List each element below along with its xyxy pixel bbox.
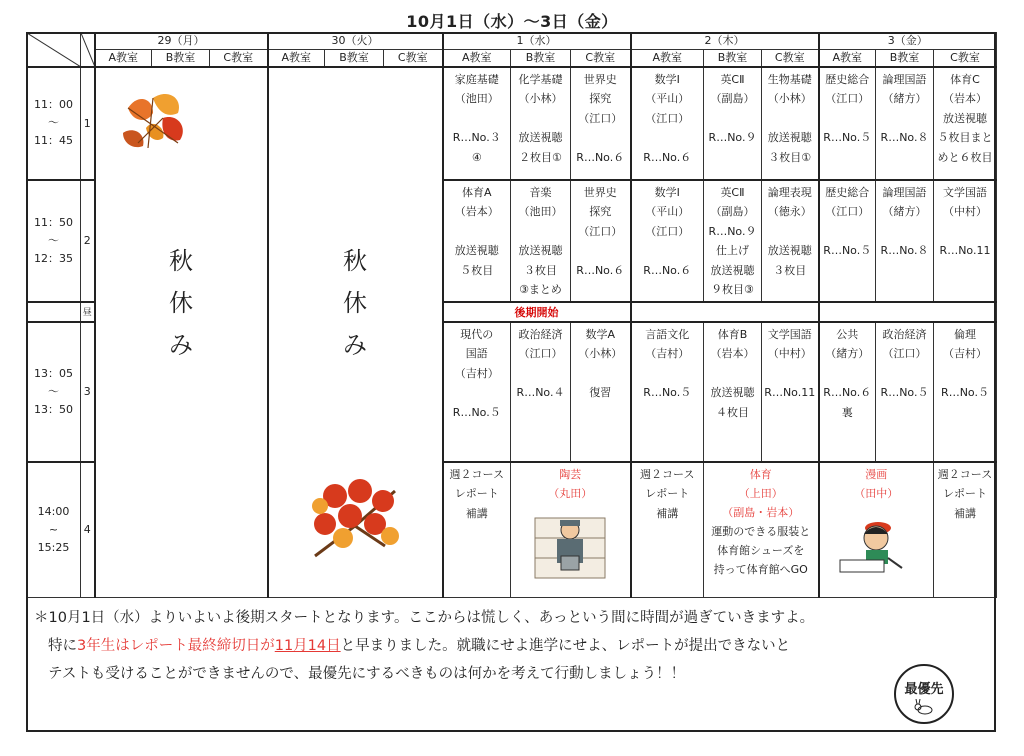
class-cell-line: 数学Ⅰ <box>654 185 680 199</box>
class-cell-line: ③まとめ <box>519 283 562 296</box>
holiday-text-mon: 秋 休 み <box>169 246 193 359</box>
class-cell-line <box>934 364 996 384</box>
pottery-cell: 陶芸 （丸田） <box>511 462 631 598</box>
class-cell-line: ３枚目 <box>524 263 557 277</box>
class-cell-line: R…No.６ <box>643 150 692 164</box>
class-cell-line: R…No.４ <box>516 386 565 399</box>
class-cell-line <box>820 222 876 242</box>
class-cell-line: 放送視聴 <box>767 131 812 144</box>
class-cell-line <box>876 364 933 384</box>
class-cell-line: 数学Ⅰ <box>654 72 680 86</box>
period-number-3: 3 <box>81 322 95 462</box>
class-cell-line: 体育A <box>461 185 492 199</box>
class-cell <box>934 462 997 598</box>
class-cell <box>934 180 997 302</box>
class-cell-line: 放送視聴 <box>518 244 563 257</box>
class-cell-line <box>444 383 511 403</box>
class-cell-line: 論理国語 <box>882 185 927 199</box>
lunch-cell-thu <box>631 302 819 322</box>
period-time-1: 11：00 ～ 11：45 <box>27 67 81 180</box>
class-cell-line: ３枚目 <box>773 263 807 277</box>
class-cell-line: （江口） <box>578 224 623 238</box>
class-cell-line: 放送視聴 <box>518 131 563 144</box>
class-cell-line: 文学国語 <box>943 185 987 199</box>
page-title: 10月1日（水）～3日（金） <box>406 12 618 31</box>
class-cell-line <box>632 128 704 148</box>
class-cell <box>876 322 934 462</box>
class-cell-line: 数学A <box>585 327 616 341</box>
class-cell-line: 言語文化 <box>645 327 690 341</box>
class-cell-line: R…No.５ <box>643 386 692 399</box>
class-cell-line: 週２コース <box>640 467 695 481</box>
priority-stamp: 最優先 <box>894 664 954 724</box>
room-header: C教室 <box>571 50 631 67</box>
class-cell-line: R…No.８ <box>880 244 929 257</box>
holiday-text-tue: 秋 休 み <box>343 246 367 359</box>
class-cell-line: 家庭基礎 <box>454 72 499 86</box>
class-cell-line <box>820 261 876 281</box>
class-cell <box>934 322 997 462</box>
notice-line-3: テストも受けることができませんので、最優先にするべきものは何かを考えて行動しましょう！！ <box>48 666 686 682</box>
class-cell-line: （平山） <box>645 92 690 105</box>
class-cell-line <box>571 364 630 384</box>
class-cell-line <box>762 403 818 423</box>
class-cell-line: （吉村） <box>645 347 690 360</box>
class-cell-line: 倫理 <box>954 327 976 341</box>
class-cell-line: 歴史総合 <box>825 185 870 199</box>
second-semester-start: 後期開始 <box>443 302 631 322</box>
class-cell-line: （緒方） <box>825 347 870 360</box>
class-cell-line: R…No.５ <box>452 405 501 419</box>
class-cell-line: （副島） <box>710 92 755 105</box>
class-cell <box>704 180 762 302</box>
class-cell-line: レポート <box>645 487 690 500</box>
room-header: A教室 <box>631 50 704 67</box>
period-number-1: 1 <box>81 67 95 180</box>
room-header: C教室 <box>210 50 268 67</box>
class-cell-line: ④ <box>471 150 482 164</box>
class-cell-line: （池田） <box>454 92 499 105</box>
class-cell <box>704 67 762 180</box>
class-cell-line <box>934 403 996 423</box>
class-cell-line <box>876 148 933 168</box>
diagonal-line <box>27 33 81 67</box>
pe-cell: 体育 （上田） （副島・岩本） 運動のできる服装と 体育館シューズを 持って体育館へGO <box>704 462 819 598</box>
class-cell <box>631 180 704 302</box>
class-cell <box>571 67 631 180</box>
room-header: B教室 <box>325 50 384 67</box>
class-cell <box>631 67 704 180</box>
class-cell <box>443 322 511 462</box>
class-cell-line <box>632 403 704 423</box>
class-cell-line: （岩本） <box>943 92 987 105</box>
room-header: A教室 <box>443 50 511 67</box>
class-cell-line: R…No.５ <box>823 131 872 144</box>
class-cell-line <box>762 222 818 242</box>
class-cell-line <box>511 109 570 129</box>
class-cell-line: 現代の <box>460 327 494 341</box>
class-cell-line: 英CⅡ <box>720 72 745 86</box>
period-number-4: 4 <box>81 462 95 598</box>
class-cell-line <box>704 148 761 168</box>
class-cell-line: 政治経済 <box>882 327 927 341</box>
holiday-block-mon <box>95 67 268 598</box>
class-cell <box>571 180 631 302</box>
class-cell-line: 音楽 <box>529 185 552 199</box>
class-cell-line <box>444 109 511 129</box>
class-cell-line: （小林） <box>578 347 623 360</box>
class-cell-line: 体育C <box>950 72 980 86</box>
class-cell-line <box>571 403 630 423</box>
class-cell-line: 化学基礎 <box>518 72 563 86</box>
class-cell <box>876 67 934 180</box>
class-cell-line: 論理表現 <box>767 185 812 199</box>
class-cell <box>631 322 704 462</box>
class-cell-line: R…No.９ <box>708 131 757 144</box>
class-cell-line: R…No.８ <box>880 131 929 144</box>
room-header: A教室 <box>268 50 325 67</box>
autumn-leaves-icon <box>108 88 198 168</box>
class-cell-line: R…No.５ <box>823 244 872 257</box>
class-cell-line: R…No.５ <box>941 386 989 399</box>
class-cell <box>819 180 876 302</box>
class-cell-line <box>876 109 933 129</box>
class-cell-line: （緒方） <box>882 92 927 105</box>
room-header: B教室 <box>152 50 210 67</box>
class-cell-line: R…No.５ <box>880 386 929 399</box>
class-cell-line <box>632 364 704 384</box>
class-cell <box>704 322 762 462</box>
class-cell <box>511 67 571 180</box>
class-cell-line: 放送視聴 <box>710 263 755 277</box>
class-cell-line: 公共 <box>836 327 859 341</box>
pottery-illustration-icon <box>533 508 607 580</box>
class-cell-line: 放送視聴 <box>454 244 499 257</box>
class-cell-line: （小林） <box>518 92 563 105</box>
class-cell-line: ４枚目 <box>716 405 749 419</box>
class-cell-line: R…No.６ <box>823 386 872 399</box>
class-cell-line: （江口） <box>825 92 870 105</box>
class-cell-line: 歴史総合 <box>825 72 870 86</box>
class-cell-line: （岩本） <box>710 347 755 360</box>
class-cell-line <box>820 148 876 168</box>
lunch-time-cell <box>27 302 81 322</box>
class-cell-line <box>876 403 933 423</box>
notice-text <box>26 604 996 688</box>
class-cell-line: （江口） <box>882 347 927 360</box>
class-cell <box>511 322 571 462</box>
class-cell-line: （江口） <box>825 205 870 218</box>
class-cell-line: レポート <box>943 487 987 500</box>
class-cell-line: （小林） <box>767 92 812 105</box>
class-cell <box>631 462 704 598</box>
class-cell-line <box>934 261 996 281</box>
class-cell-line <box>511 222 570 242</box>
room-header: B教室 <box>511 50 571 67</box>
class-cell-line: 政治経済 <box>518 327 563 341</box>
class-cell-line: R…No.３ <box>452 131 501 144</box>
maple-branch-icon <box>305 476 409 566</box>
class-cell-line: 体育B <box>717 327 748 341</box>
class-cell-line: ２枚目① <box>519 150 562 164</box>
class-cell-line: ９枚目③ <box>711 283 754 296</box>
corner-cell-2 <box>81 33 95 67</box>
class-cell-line: （中村） <box>767 347 812 360</box>
class-cell <box>762 67 819 180</box>
class-cell-line: （緒方） <box>882 205 927 218</box>
class-cell <box>819 67 876 180</box>
class-cell-line: （江口） <box>578 111 623 125</box>
class-cell-line <box>704 364 761 384</box>
class-cell-line: 世界史 <box>583 185 617 199</box>
day-header-mon: 29（月） <box>95 33 268 50</box>
holiday-block-tue <box>268 67 443 598</box>
class-cell-line: 論理国語 <box>882 72 927 86</box>
period-number-2: 2 <box>81 180 95 302</box>
class-cell-line: R…No.６ <box>576 263 625 277</box>
notice-line-1: ＊10月1日（水）よりいよいよ後期スタートとなります。ここからは慌しく、あっという間に時間が過ぎていきますよ。 <box>34 610 815 626</box>
class-cell-line: 放送視聴 <box>710 386 755 399</box>
class-cell-line: 仕上げ <box>716 244 749 257</box>
manga-cell: 漫画 （田中） <box>819 462 934 598</box>
class-cell-line: R…No.11 <box>939 244 991 257</box>
class-cell-line: R…No.６ <box>576 150 625 164</box>
class-cell-line: 放送視聴 <box>943 111 987 125</box>
class-cell <box>762 322 819 462</box>
class-cell-line: R…No.９ <box>708 224 757 238</box>
class-cell-line: 探究 <box>589 92 612 105</box>
class-cell <box>819 322 876 462</box>
class-cell-line: 英CⅡ <box>720 185 745 199</box>
class-cell-line <box>820 109 876 129</box>
class-cell-line <box>704 109 761 129</box>
class-cell-line <box>934 222 996 242</box>
class-cell <box>511 180 571 302</box>
class-cell-line <box>511 364 570 384</box>
room-header: A教室 <box>819 50 876 67</box>
class-cell-line: （副島） <box>710 205 755 218</box>
class-cell-line: ３枚目① <box>768 150 812 164</box>
class-cell-line: （吉村） <box>454 366 499 380</box>
class-cell-line: ５枚目まと <box>937 131 993 144</box>
period-time-4: 14:00 ~ 15:25 <box>27 462 81 598</box>
diagonal-line-2 <box>81 33 95 67</box>
class-cell-line <box>820 364 876 384</box>
class-cell <box>762 180 819 302</box>
room-header: C教室 <box>762 50 819 67</box>
class-cell-line: 週２コース <box>449 467 504 481</box>
class-cell-line: 補講 <box>656 506 679 520</box>
class-cell-line <box>632 241 704 261</box>
class-cell-line: 補講 <box>465 506 488 520</box>
class-cell-line <box>571 128 630 148</box>
room-header: B教室 <box>876 50 934 67</box>
class-cell <box>443 67 511 180</box>
class-cell-line <box>876 261 933 281</box>
room-header: A教室 <box>95 50 152 67</box>
class-cell <box>934 67 997 180</box>
class-cell-line: （徳永） <box>767 205 812 218</box>
class-cell-line: （江口） <box>518 347 563 360</box>
manga-illustration-icon <box>836 510 916 576</box>
class-cell-line: 復習 <box>589 386 612 399</box>
schedule-table <box>26 32 997 598</box>
room-header: C教室 <box>934 50 997 67</box>
class-cell-line <box>762 109 818 129</box>
class-cell-line <box>444 222 511 242</box>
class-cell-line: 補講 <box>954 506 976 520</box>
period-time-3: 13：05 ～ 13：50 <box>27 322 81 462</box>
day-header-wed: 1（水） <box>443 33 631 50</box>
class-cell-line <box>762 364 818 384</box>
class-cell-line: 世界史 <box>583 72 617 86</box>
lunch-label: 昼 <box>81 302 95 322</box>
class-cell-line: 探究 <box>589 205 612 218</box>
room-header: C教室 <box>384 50 443 67</box>
class-cell-line: 国語 <box>465 347 488 360</box>
class-cell-line: レポート <box>454 487 499 500</box>
rabbit-icon <box>913 699 935 715</box>
class-cell-line: 放送視聴 <box>767 244 812 257</box>
room-header: B教室 <box>704 50 762 67</box>
class-cell-line: （江口） <box>645 111 690 125</box>
class-cell-line: 裏 <box>841 405 853 419</box>
class-cell <box>443 462 511 598</box>
class-cell-line: （平山） <box>645 205 690 218</box>
class-cell-line: 週２コース <box>937 467 993 481</box>
day-header-fri: 3（金） <box>819 33 997 50</box>
class-cell-line: R…No.11 <box>764 386 816 399</box>
lunch-cell-fri <box>819 302 997 322</box>
class-cell-line: 生物基礎 <box>767 72 812 86</box>
day-header-tue: 30（火） <box>268 33 443 50</box>
class-cell-line: （中村） <box>943 205 987 218</box>
class-cell-line: めと６枚目 <box>937 150 993 164</box>
class-cell-line: 文学国語 <box>767 327 812 341</box>
class-cell-line: （池田） <box>518 205 563 218</box>
class-cell-line: ５枚目 <box>460 263 494 277</box>
day-header-thu: 2（木） <box>631 33 819 50</box>
class-cell-line: （吉村） <box>943 347 987 360</box>
class-cell-line: （岩本） <box>454 205 499 218</box>
class-cell-line: （江口） <box>645 224 690 238</box>
class-cell-line <box>876 222 933 242</box>
corner-cell <box>27 33 81 67</box>
class-cell-line <box>511 403 570 423</box>
class-cell-line <box>571 241 630 261</box>
class-cell-line: R…No.６ <box>643 263 692 277</box>
class-cell <box>571 322 631 462</box>
class-cell <box>876 180 934 302</box>
period-time-2: 11：50 ～ 12：35 <box>27 180 81 302</box>
class-cell <box>443 180 511 302</box>
notice-line-2: 特に3年生はレポート最終締切日が11月14日と早まりました。就職にせよ進学にせよ、レポートが提出できないと <box>48 638 791 654</box>
